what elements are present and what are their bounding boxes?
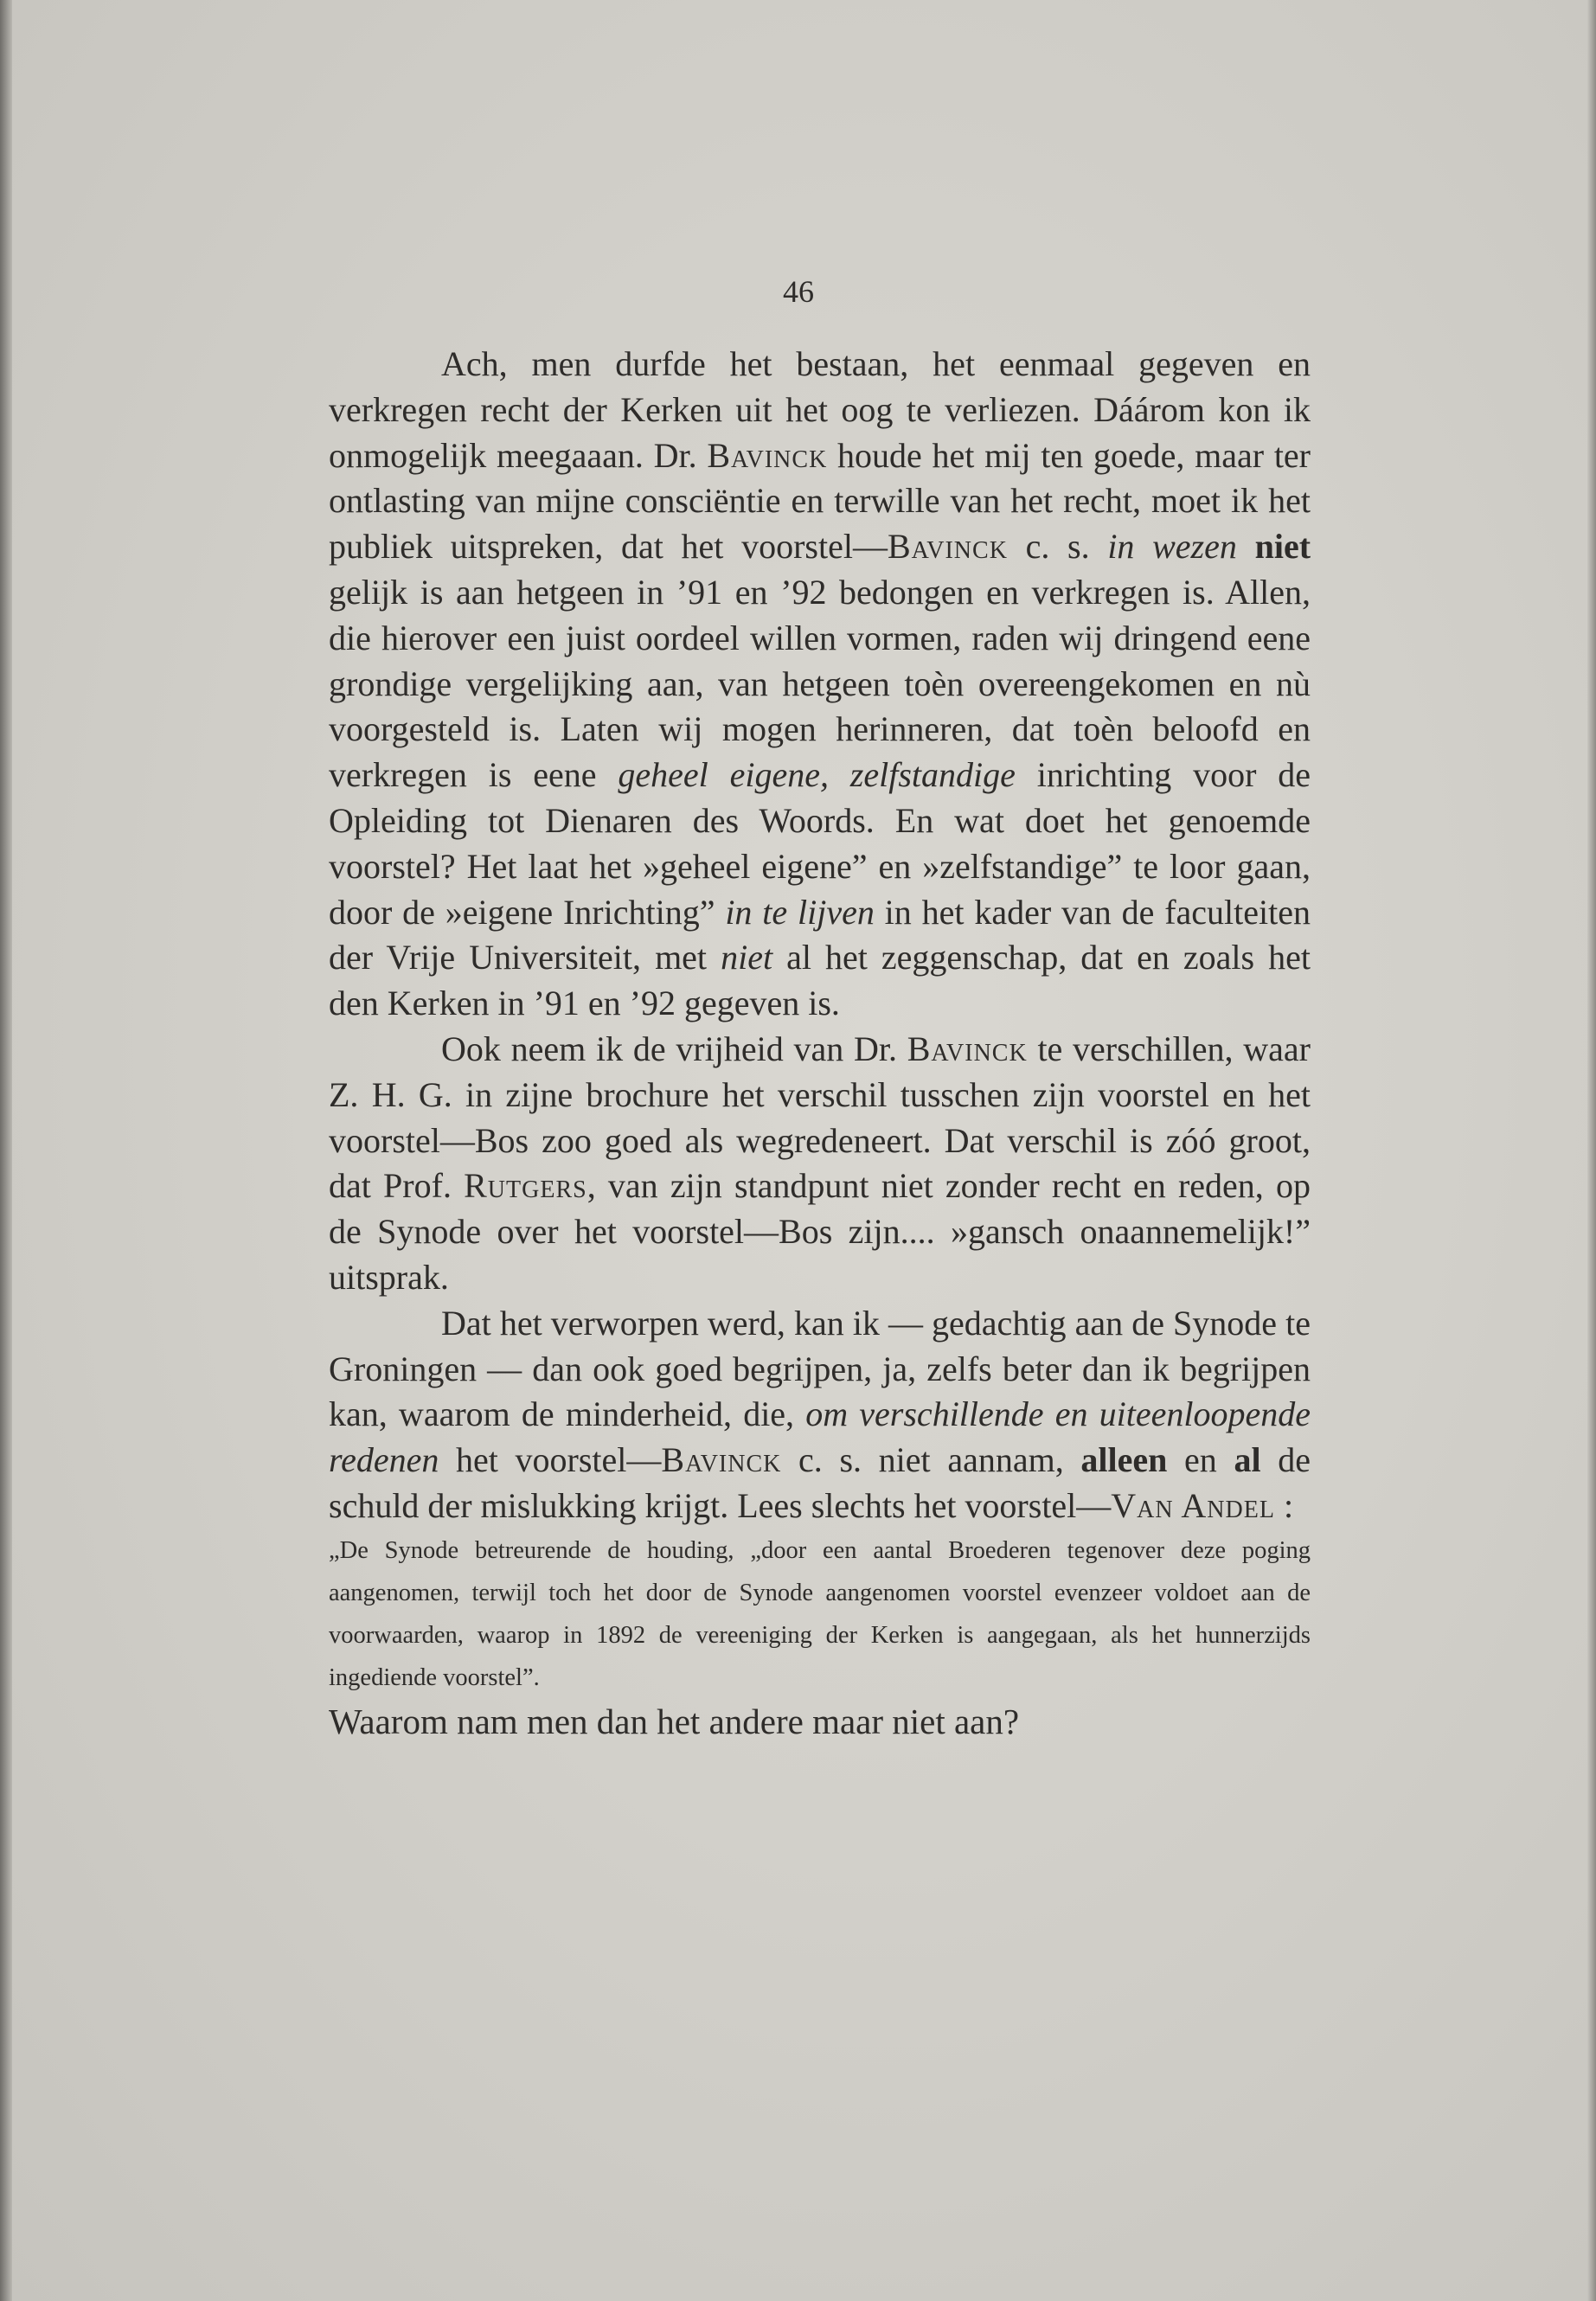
emphasis-text: geheel eigene, zelfstandige <box>618 755 1016 795</box>
text-run: c. s. niet aannam, <box>781 1440 1081 1480</box>
author-name: Van Andel <box>1111 1485 1275 1525</box>
text-run: de schuld der mislukking krijgt. Lees slechts het voorstel— <box>329 1440 1311 1525</box>
text-run: te verschillen, waar Z. H. G. in zijne brochure het verschil tusschen zijn voorstel en het voorstel—Bos zoo goed als wegredeneert. Dat verschil is zóó groot, dat Prof. <box>329 1029 1311 1206</box>
emphasis-text: in te lijven <box>725 892 875 932</box>
text-run <box>1237 527 1255 566</box>
text-run: het voorstel— <box>439 1440 662 1480</box>
bold-text: niet <box>1254 527 1311 567</box>
text-run: Dat het verworpen werd, kan ik — gedachtig aan de Synode te Groningen — dan ook goed begrijpen, ja, zelfs beter dan ik begrijpen kan, waarom de minderheid, die, <box>329 1303 1311 1434</box>
author-name: Bavinck <box>661 1440 782 1480</box>
emphasis-text: niet <box>721 938 773 977</box>
author-name: Bavinck <box>907 1029 1028 1068</box>
text-run: en <box>1167 1440 1234 1480</box>
author-name: Rutgers <box>464 1166 587 1206</box>
paragraph-2 <box>329 1027 1311 1301</box>
text-run: : <box>1274 1485 1294 1525</box>
text-run: in het kader van de faculteiten der Vrije Universiteit, met <box>329 892 1311 977</box>
body-text <box>329 342 1311 1745</box>
text-run: al het zeggenschap, dat en zoals het den Kerken in ’91 en ’92 gegeven is. <box>329 938 1311 1023</box>
text-run: houde het mij ten goede, maar ter ontlasting van mijne consciëntie en terwille van het recht, moet ik het publiek uitspreken, dat het voorstel— <box>329 435 1311 567</box>
author-name: Bavinck <box>887 527 1008 567</box>
page-edge-left <box>0 0 12 2301</box>
bold-text: alleen <box>1080 1440 1168 1480</box>
block-quote: „De Synode betreurende de houding, „door een aantal Broederen tegenover deze poging aangenomen, terwijl toch het door de Synode aangenomen voorstel evenzeer voldoet aan de voorwaarden, waarop in 1892 de vereeniging der Kerken is aangegaan, als het hunnerzijds ingediende voorstel”. <box>329 1536 1311 1691</box>
emphasis-text: om verschillende en uiteenloopende redenen <box>329 1394 1311 1480</box>
text-run: inrichting voor de Opleiding tot Dienaren des Woords. En wat doet het genoemde voorstel? Het laat het »geheel eigene” en »zelfstandige” te loor gaan, door de »eigene Inrichting” <box>329 755 1311 932</box>
bold-text: al <box>1234 1440 1261 1480</box>
emphasis-text: in wezen <box>1107 527 1237 567</box>
text-run: Ook neem ik de vrijheid van Dr. <box>441 1029 907 1068</box>
text-run: c. s. <box>1007 527 1108 567</box>
paragraph-3 <box>329 1301 1311 1529</box>
text-run: Ach, men durfde het bestaan, het eenmaal gegeven en verkregen recht der Kerken uit het oog te verliezen. Dáárom kon ik onmogelijk meegaaan. Dr. <box>329 344 1311 475</box>
paragraph-1 <box>329 342 1311 1027</box>
page-number: 46 <box>783 274 814 309</box>
text-run: gelijk is aan hetgeen in ’91 en ’92 bedongen en verkregen is. Allen, die hierover een juist oordeel willen vormen, raden wij dringend eene grondige vergelijking aan, van hetgeen toèn overeengekomen en nù voorgesteld is. Laten wij mogen herinneren, dat toèn beloofd en verkregen is eene <box>329 572 1311 795</box>
closing-question: Waarom nam men dan het andere maar niet aan? <box>329 1701 1020 1741</box>
page-edge-right <box>1587 0 1596 2301</box>
author-name: Bavinck <box>707 435 828 475</box>
text-run: , van zijn standpunt niet zonder recht en reden, op de Synode over het voorstel—Bos zijn.... »gansch onaannemelijk!” uitsprak. <box>329 1166 1311 1297</box>
